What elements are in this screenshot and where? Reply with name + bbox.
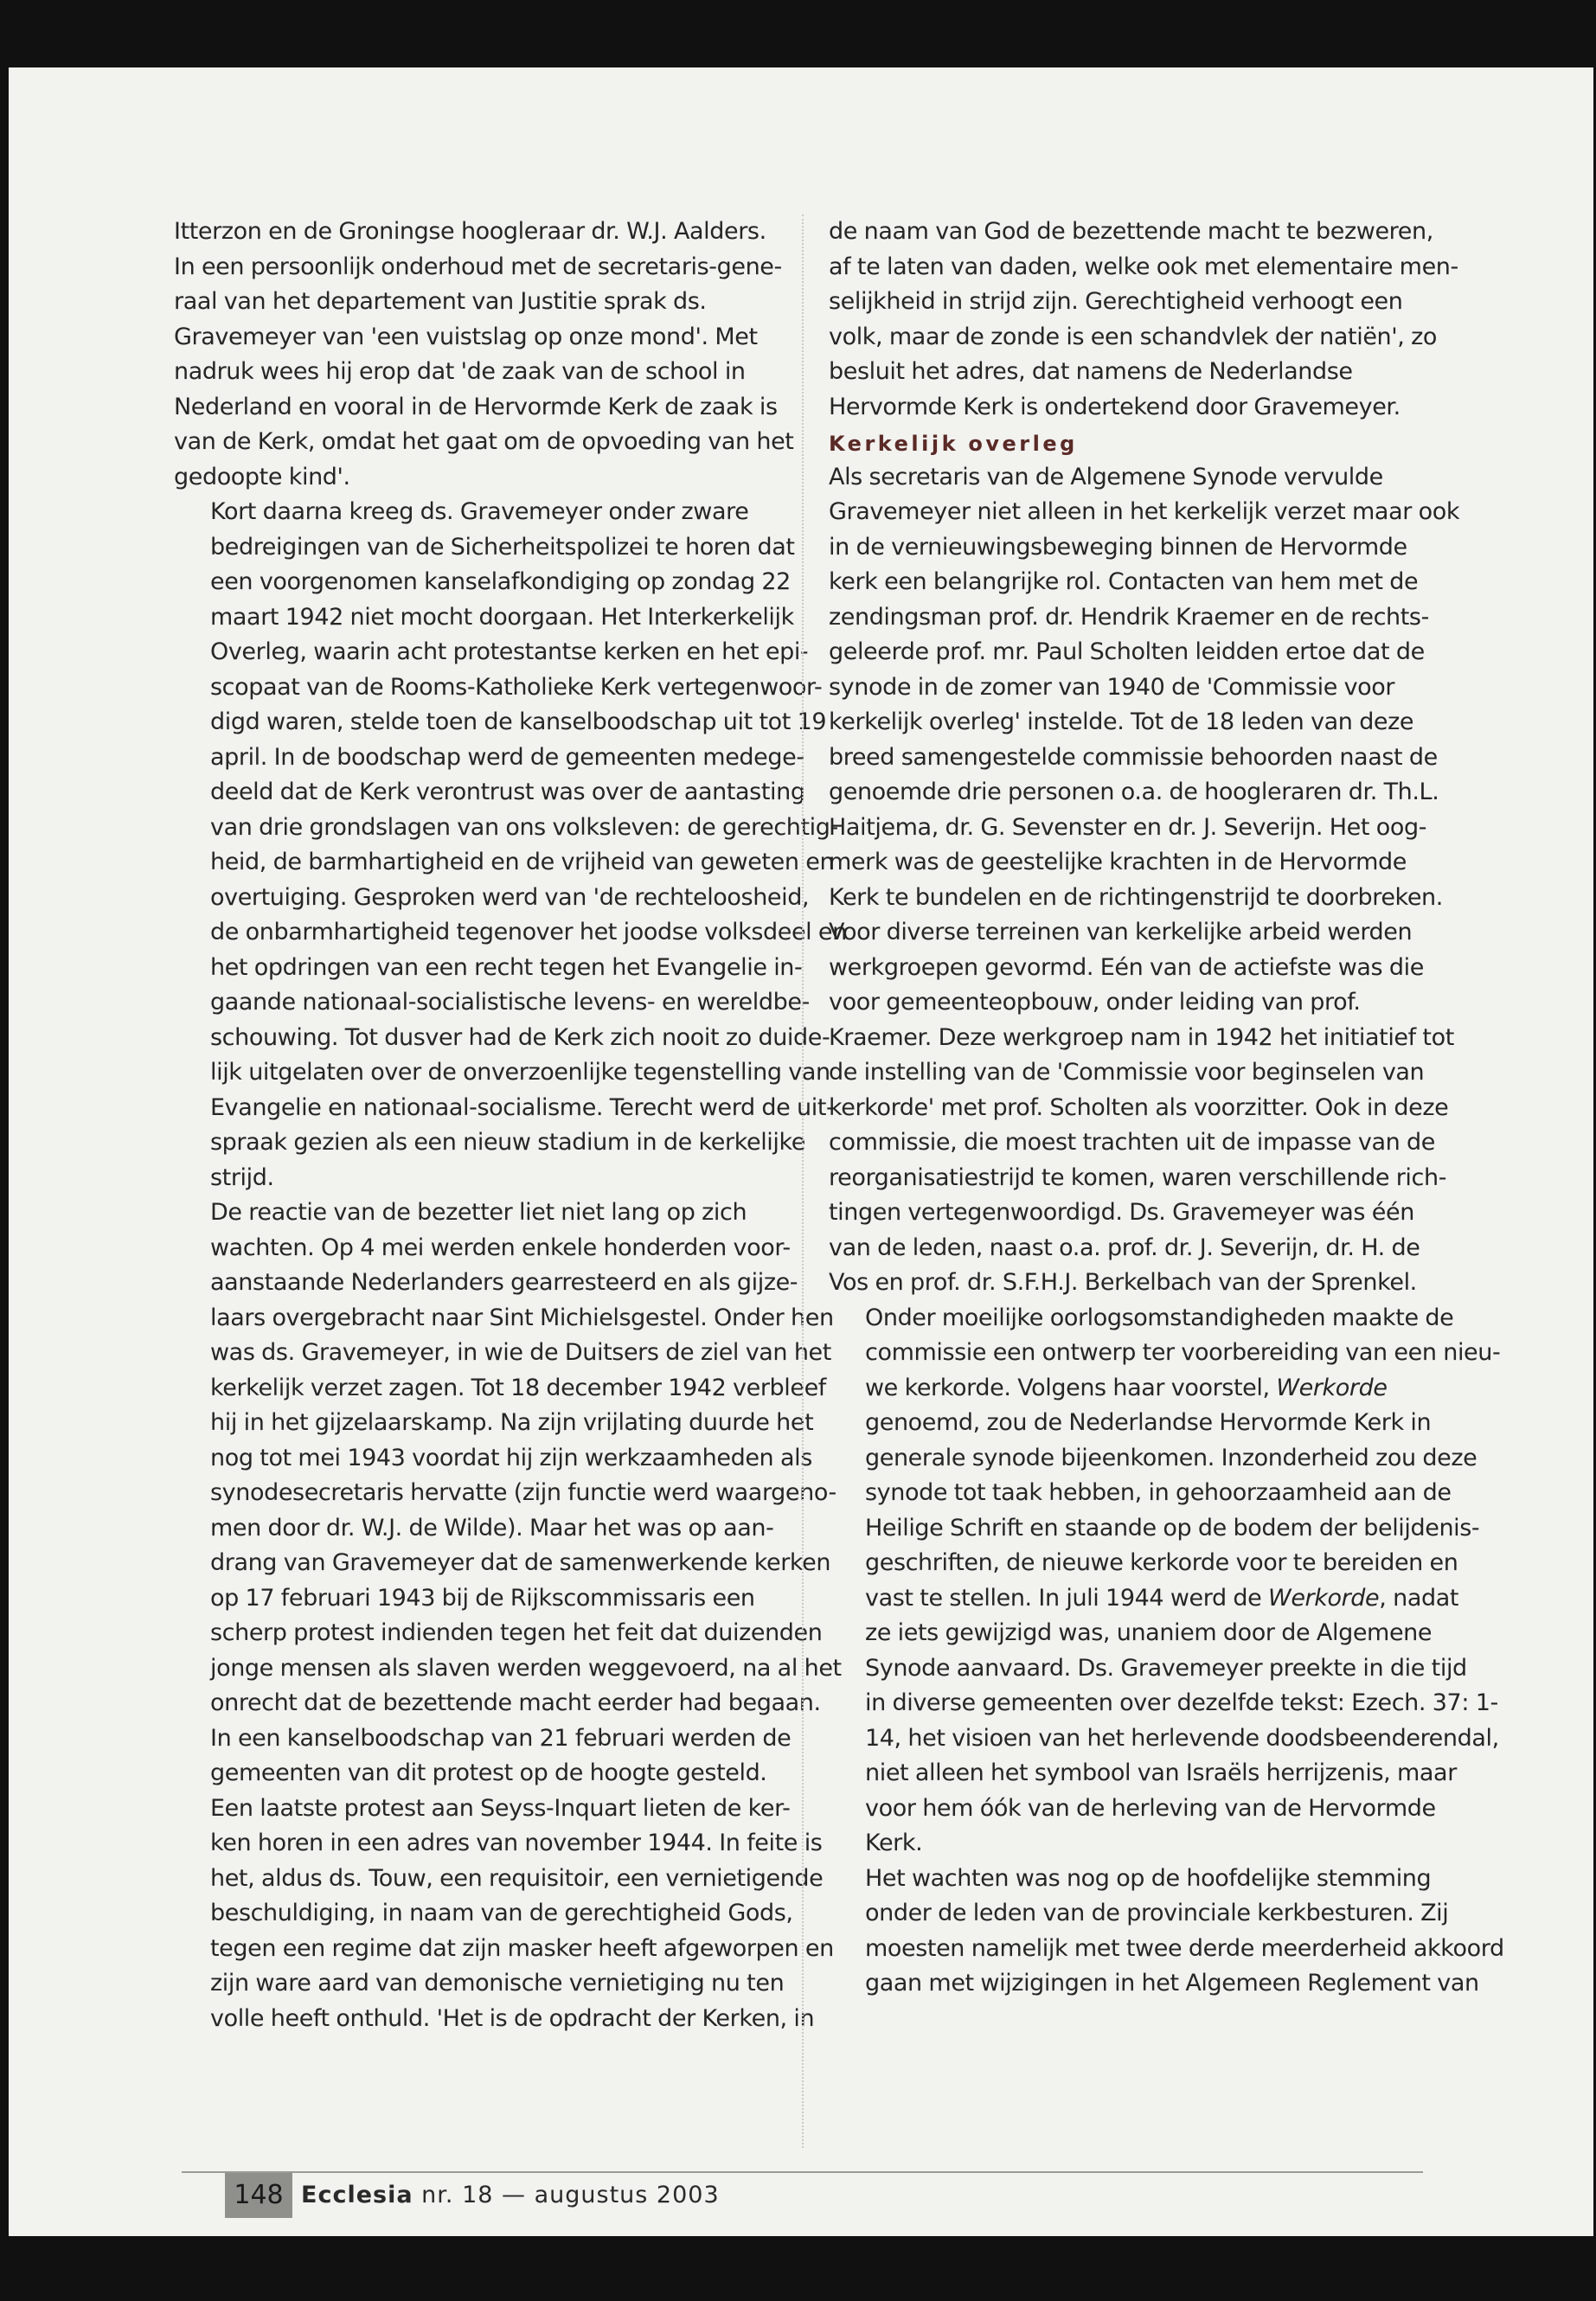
text-line: in diverse gemeenten over dezelfde tekst: Ezech. 37: 1- (865, 1689, 1498, 1716)
paragraph (174, 495, 847, 1195)
text-line: aanstaande Nederlanders gearresteerd en als gijze- (210, 1269, 798, 1296)
text-line: merk was de geestelijke krachten in de Hervormde (829, 849, 1407, 875)
text-line: van de leden, naast o.a. prof. dr. J. Severijn, dr. H. de (829, 1234, 1420, 1261)
text-line: raal van het departement van Justitie sprak ds. (174, 288, 707, 315)
text-line: moesten namelijk met twee derde meerderheid akkoord (865, 1934, 1504, 1962)
text-line: voor hem óók van de herleving van de Hervormde (865, 1794, 1436, 1822)
italic-title: Werkorde (1268, 1584, 1380, 1612)
text-line: de onbarmhartigheid tegenover het joodse volksdeel en (210, 919, 847, 945)
text-line: gemeenten van dit protest op de hoogte gesteld. (210, 1759, 767, 1786)
text-line: tegen een regime dat zijn masker heeft afgeworpen en (210, 1934, 834, 1962)
text-line: ken horen in een adres van november 1944. In feite is (210, 1830, 823, 1856)
text-line: geleerde prof. mr. Paul Scholten leidden ertoe dat de (829, 638, 1425, 665)
page (9, 67, 1593, 2236)
text-line: vast te stellen. In juli 1944 werd de Werkorde, nadat (865, 1584, 1459, 1612)
text-line: Evangelie en nationaal-socialisme. Terecht werd de uit- (210, 1093, 835, 1121)
text-line: digd waren, stelde toen de kanselboodschap uit tot 19 (210, 708, 827, 735)
text-line: besluit het adres, dat namens de Nederlandse (829, 358, 1353, 385)
footer-publication (301, 2182, 720, 2208)
text-line: Overleg, waarin acht protestantse kerken en het epi- (210, 638, 809, 665)
text-line: Het wachten was nog op de hoofdelijke stemming (865, 1864, 1432, 1892)
text-line: schouwing. Tot dusver had de Kerk zich nooit zo duide- (210, 1023, 830, 1051)
text-line: april. In de boodschap werd de gemeenten medege- (210, 743, 804, 771)
text-line: geschriften, de nieuwe kerkorde voor te bereiden en (865, 1549, 1458, 1576)
paragraph (829, 460, 1460, 1301)
text-line: Kerk te bundelen en de richtingenstrijd te doorbreken. (829, 883, 1443, 911)
text-line: laars overgebracht naar Sint Michielsgestel. Onder hen (210, 1304, 834, 1331)
text-line: nadruk wees hij erop dat 'de zaak van de school in (174, 358, 746, 385)
text-line: volk, maar de zonde is een schandvlek der natiën', zo (829, 323, 1438, 350)
text-line: was ds. Gravemeyer, in wie de Duitsers de ziel van het (210, 1339, 831, 1366)
text-line: synode tot taak hebben, in gehoorzaamheid aan de (865, 1479, 1452, 1506)
magazine-name: Ecclesia (301, 2182, 413, 2208)
text-line: Kraemer. Deze werkgroep nam in 1942 het initiatief tot (829, 1023, 1454, 1051)
text-line: kerkorde' met prof. Scholten als voorzitter. Ook in deze (829, 1093, 1449, 1121)
text-line: Als secretaris van de Algemene Synode vervulde (829, 463, 1383, 490)
text-line: lijk uitgelaten over de onverzoenlijke tegenstelling van (210, 1059, 830, 1086)
text-line: kerkelijk verzet zagen. Tot 18 december 1942 verbleef (210, 1374, 826, 1401)
text-line: in de vernieuwingsbeweging binnen de Hervormde (829, 533, 1407, 561)
left-column (174, 215, 847, 2036)
text-line: genoemd, zou de Nederlandse Hervormde Kerk in (865, 1409, 1432, 1436)
text-line: Synode aanvaard. Ds. Gravemeyer preekte in die tijd (865, 1654, 1467, 1682)
text-line: generale synode bijeenkomen. Inzonderheid zou deze (865, 1444, 1477, 1471)
section-heading: Kerkelijk overleg (829, 432, 1078, 456)
paragraph (829, 215, 1458, 425)
text-line: synodesecretaris hervatte (zijn functie werd waargeno- (210, 1479, 836, 1506)
page-number: 148 (225, 2173, 292, 2218)
text-line: maart 1942 niet mocht doorgaan. Het Interkerkelijk (210, 603, 794, 631)
text-line: Voor diverse terreinen van kerkelijke arbeid werden (829, 919, 1413, 945)
text-line: werkgroepen gevormd. Eén van de actiefste was die (829, 953, 1424, 981)
issue-info: nr. 18 — augustus 2003 (421, 2182, 720, 2208)
text-line: wachten. Op 4 mei werden enkele honderden voor- (210, 1234, 791, 1261)
text-line: overtuiging. Gesproken werd van 'de rechteloosheid, (210, 883, 810, 911)
text-line: ze iets gewijzigd was, unaniem door de Algemene (865, 1619, 1433, 1646)
text-line: volle heeft onthuld. 'Het is de opdracht der Kerken, in (210, 2004, 815, 2032)
text-line: Kort daarna kreeg ds. Gravemeyer onder zware (210, 498, 749, 525)
text-line: gaan met wijzigingen in het Algemeen Reglement van (865, 1970, 1479, 1997)
text-line: Nederland en vooral in de Hervormde Kerk de zaak is (174, 393, 778, 420)
text-line: hij in het gijzelaarskamp. Na zijn vrijlating duurde het (210, 1409, 814, 1436)
text-line: Gravemeyer niet alleen in het kerkelijk verzet maar ook (829, 498, 1460, 525)
text-line: het opdringen van een recht tegen het Evangelie in- (210, 953, 803, 981)
text-line: zendingsman prof. dr. Hendrik Kraemer en de rechts- (829, 603, 1429, 631)
text-line: van drie grondslagen van ons volksleven: de gerechtig- (210, 813, 838, 841)
text-line: Kerk. (865, 1830, 923, 1856)
text-line: van de Kerk, omdat het gaat om de opvoeding van het (174, 428, 794, 455)
text-line: Hervormde Kerk is ondertekend door Gravemeyer. (829, 393, 1401, 420)
text-line: onrecht dat de bezettende macht eerder had begaan. (210, 1689, 821, 1716)
text-line: kerkelijk overleg' instelde. Tot de 18 leden van deze (829, 708, 1414, 735)
text-line: selijkheid in strijd zijn. Gerechtigheid verhoogt een (829, 288, 1403, 315)
text-line: Itterzon en de Groningse hoogleraar dr. W.J. Aalders. (174, 218, 766, 245)
text-line: reorganisatiestrijd te komen, waren verschillende rich- (829, 1163, 1447, 1191)
text-line: deeld dat de Kerk verontrust was over de aantasting (210, 779, 805, 805)
paragraph (174, 1195, 842, 1791)
text-line: gedoopte kind'. (174, 463, 350, 490)
text-line: nog tot mei 1943 voordat hij zijn werkzaamheden als (210, 1444, 812, 1471)
text-line: Onder moeilijke oorlogsomstandigheden maakte de (865, 1304, 1454, 1331)
paragraph (829, 1862, 1504, 2002)
text-line: gaande nationaal-socialistische levens- en wereldbe- (210, 989, 810, 1016)
text-line: beschuldiging, in naam van de gerechtigheid Gods, (210, 1900, 793, 1926)
text-line: drang van Gravemeyer dat de samenwerkende kerken (210, 1549, 831, 1576)
text-line: scherp protest indienden tegen het feit dat duizenden (210, 1619, 823, 1646)
text-line: de instelling van de 'Commissie voor beginselen van (829, 1059, 1425, 1086)
text-line: genoemde drie personen o.a. de hoogleraren dr. Th.L. (829, 779, 1439, 805)
text-line: onder de leden van de provinciale kerkbesturen. Zij (865, 1900, 1449, 1926)
text-line: de naam van God de bezettende macht te bezweren, (829, 218, 1433, 245)
text-line: bedreigingen van de Sicherheitspolizei te horen dat (210, 533, 795, 561)
text-line: kerk een belangrijke rol. Contacten van hem met de (829, 568, 1419, 595)
text-line: commissie een ontwerp ter voorbereiding van een nieu- (865, 1339, 1501, 1366)
text-line: we kerkorde. Volgens haar voorstel, Werkorde (865, 1374, 1388, 1401)
text-line: De reactie van de bezetter liet niet lang op zich (210, 1199, 747, 1226)
text-line: commissie, die moest trachten uit de impasse van de (829, 1129, 1435, 1156)
text-line: jonge mensen als slaven werden weggevoerd, na al het (210, 1654, 842, 1682)
text-line: zijn ware aard van demonische vernietiging nu ten (210, 1970, 785, 1997)
column-divider (802, 215, 804, 2148)
text-line: tingen vertegenwoordigd. Ds. Gravemeyer was één (829, 1199, 1414, 1226)
text-line: niet alleen het symbool van Israëls herrijzenis, maar (865, 1759, 1457, 1786)
text-line: In een persoonlijk onderhoud met de secretaris-gene- (174, 253, 782, 280)
paragraph (829, 1301, 1501, 1862)
paragraph (174, 215, 794, 495)
text-line: Een laatste protest aan Seyss-Inquart lieten de ker- (210, 1794, 791, 1822)
text-line: voor gemeenteopbouw, onder leiding van prof. (829, 989, 1361, 1016)
text-line: Haitjema, dr. G. Sevenster en dr. J. Severijn. Het oog- (829, 813, 1427, 841)
text-line: synode in de zomer van 1940 de 'Commissie voor (829, 673, 1395, 701)
text-line: strijd. (210, 1163, 274, 1191)
right-column (829, 215, 1504, 2002)
text-line: op 17 februari 1943 bij de Rijkscommissaris een (210, 1584, 755, 1612)
paragraph (174, 1791, 834, 2037)
text-line: men door dr. W.J. de Wilde). Maar het was op aan- (210, 1514, 774, 1541)
text-line: spraak gezien als een nieuw stadium in de kerkelijke (210, 1129, 805, 1156)
text-line: een voorgenomen kanselafkondiging op zondag 22 (210, 568, 791, 595)
text-line: In een kanselboodschap van 21 februari werden de (210, 1724, 792, 1752)
text-line: het, aldus ds. Touw, een requisitoir, een vernietigende (210, 1864, 824, 1892)
text-line: Vos en prof. dr. S.F.H.J. Berkelbach van der Sprenkel. (829, 1269, 1417, 1296)
text-line: af te laten van daden, welke ook met elementaire men- (829, 253, 1458, 280)
text-line: heid, de barmhartigheid en de vrijheid van geweten en (210, 849, 835, 875)
text-line: breed samengestelde commissie behoorden naast de (829, 743, 1438, 771)
footer-rule (182, 2171, 1423, 2173)
text-line: Heilige Schrift en staande op de bodem der belijdenis- (865, 1514, 1480, 1541)
italic-title: Werkorde (1276, 1374, 1388, 1401)
text-line: scopaat van de Rooms-Katholieke Kerk vertegenwoor- (210, 673, 823, 701)
text-line: Gravemeyer van 'een vuistslag op onze mond'. Met (174, 323, 758, 350)
text-line: 14, het visioen van het herlevende doodsbeenderendal, (865, 1724, 1499, 1752)
